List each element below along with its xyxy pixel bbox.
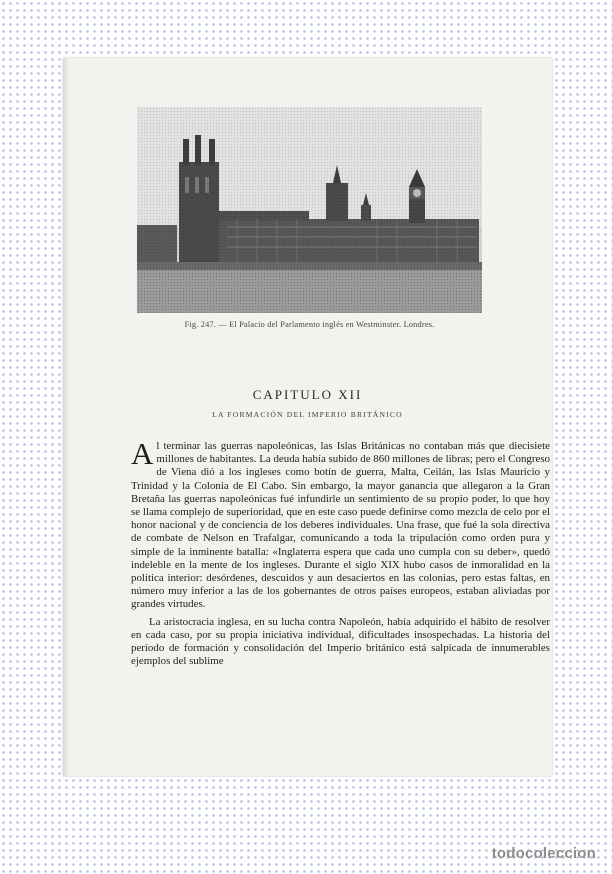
chapter-subtitle: LA FORMACIÓN DEL IMPERIO BRITÁNICO [212, 410, 403, 419]
figure-caption: Fig. 247. — El Palacio del Parlamento inglés en Westminster. Londres. [184, 320, 435, 329]
parliament-photo [137, 107, 482, 313]
watermark-logo: todocoleccion [491, 845, 596, 862]
book-page [63, 58, 552, 776]
paragraph-2: La aristocracia inglesa, en su lucha contra Napoleón, había adquirido el hábito de resolver en cada caso, por su propia iniciativa individual, dificultades insospechadas. La historia del período de formación y consolidación del Imperio británico está salpicada de innumerables ejemplos del sublime [131, 615, 550, 668]
chapter-title: CAPITULO XII [252, 387, 363, 402]
article-body [131, 436, 550, 668]
paragraph-1: Al terminar las guerras napoleónicas, las Islas Británicas no contaban más que diecisiete millones de habitantes. La deuda había subido de 860 millones de libras; pero el Congreso de Viena dió a los ingleses como botín de guerra, Malta, Ceilán, las Islas Mauricio y Trinidad y la Colonia de El Cabo. Sin embargo, la mayor ganancia que allegaron a la Gran Bretaña las guerras napoleónicas fué infundirle un sentimiento de su propio poder, lo que hoy se llama complejo de superioridad, que en este caso puede definirse como mezcla de celo por el honor nacional y de conciencia de los deberes individuales. Una frase, que fué la sola directiva de combate de Nelson en Trafalgar, comunicando a toda la tripulación como orden pura y simple de la inminente batalla: «Inglaterra espera que cada uno cumpla con su deber», quedó indeleble en la mente de los ingleses. Durante el siglo XIX hubo casos de inmoralidad en la política interior: desórdenes, descuidos y aun desaciertos en las colonias, pero estas faltas, en número muy inferior a las de los gobernantes de otros países europeos, estaban aliviadas por grandes virtudes. [131, 436, 550, 611]
